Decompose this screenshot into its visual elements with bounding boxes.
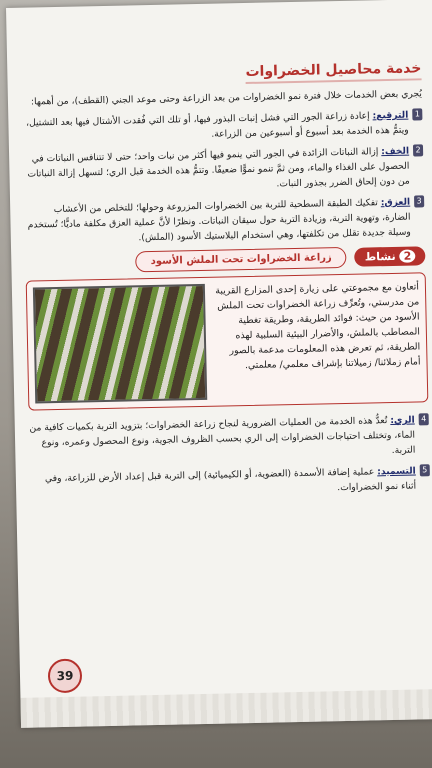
activity-text: أتعاون مع مجموعتي على زيارة إحدى المزارع القريبة من مدرستي، وتُعرِّف زراعة الخضراوات تحت الملش الأسود من حيث: فوائد الطريقة، وطريقة تغطية المصاطب بالملش، والأضرار البيئية السلبية لهذه الطريقة، ثم تعرض هذه المعلومات مدعمة بالصور أمام زملائنا/ زميلاتنا بإشراف معلمي/ معلمتي. [215,281,421,372]
item-text: إزالة النباتات الزائدة في الجور التي ينمو فيها أكثر من نبات واحد؛ حتى لا تتنافس النباتات في الحصول على الغذاء والماء، ومن ثمَّ تنمو نموًّا ضعيفًا. وتتمُّ هذه الخدمة قبل الري؛ لتسهل إزالة النباتات من دون إلحاق الضرر بجذور النبات. [27,146,410,190]
list-item [24,194,425,247]
item-number: 2 [413,144,423,156]
item-term: التسميد: [377,465,416,478]
activity-badge [355,246,426,266]
item-term: الخف: [381,145,410,158]
item-text: إعادة زراعة الجور التي فشل إنبات البذور فيها، أو تلك التي فُقدت الأشتال فيها بعد التشتيل، ويتمُّ هذه الخدمة بعد أسبوع أو أسبوعين من الزراعة. [25,110,409,140]
list-item [29,412,430,465]
item-term: الترقيع: [372,109,409,122]
list-item [22,107,423,145]
item-number: 3 [414,195,424,207]
list-item [23,143,424,196]
intro-paragraph: يُجري بعض الخدمات خلال فترة نمو الخضراوات من بعد الزراعة وحتى موعد الجني (القطف)، من أهمها: [30,88,423,108]
field-mulch-photo [33,284,207,404]
item-number: 5 [420,464,430,476]
activity-number: 2 [399,249,415,262]
item-text: تُعدُّ هذه الخدمة من العمليات الضرورية لنجاح زراعة الخضراوات؛ بتزويد التربة بكميات كافية من الماء، وتختلف احتياجات الخضراوات إلى الري بحسب الظروف الجوية، ونوع المحصول وعمره، ونوع التربة. [29,415,416,457]
item-number: 1 [412,108,422,120]
page-content [21,61,430,507]
page-number: 39 [48,659,83,694]
activity-box [26,272,429,410]
item-text: تفكيك الطبقة السطحية للتربة بين الخضراوات المزروعة وحولها؛ للتخلص من الأعشاب الضارة، وتهوية التربة، وزيادة التربة حول سيقان النباتات. ونظرًا لأنَّ عملية العزق مكلفة ماديًّا؛ تُستخدم وسيلة جديدة تقلل من تكلفتها، وهي استخدام البلاستيك الأسود (الملش). [27,197,411,244]
activity-heading: زراعة الخضراوات تحت الملش الأسود [135,247,347,272]
item-number: 4 [419,413,429,425]
activity-badge-label: نشاط [364,249,396,264]
item-term: الري: [390,414,415,427]
activity-header [25,245,425,274]
item-text: عملية إضافة الأسمدة (العضوية، أو الكيميائية) إلى التربة قبل إعداد الأرض للزراعة، وفي أثناء نمو الخضراوات. [44,466,417,494]
section-title: خدمة محاصيل الخضراوات [245,61,421,84]
textbook-page [6,0,432,728]
item-term: العزق: [380,196,411,209]
list-item [30,463,431,501]
